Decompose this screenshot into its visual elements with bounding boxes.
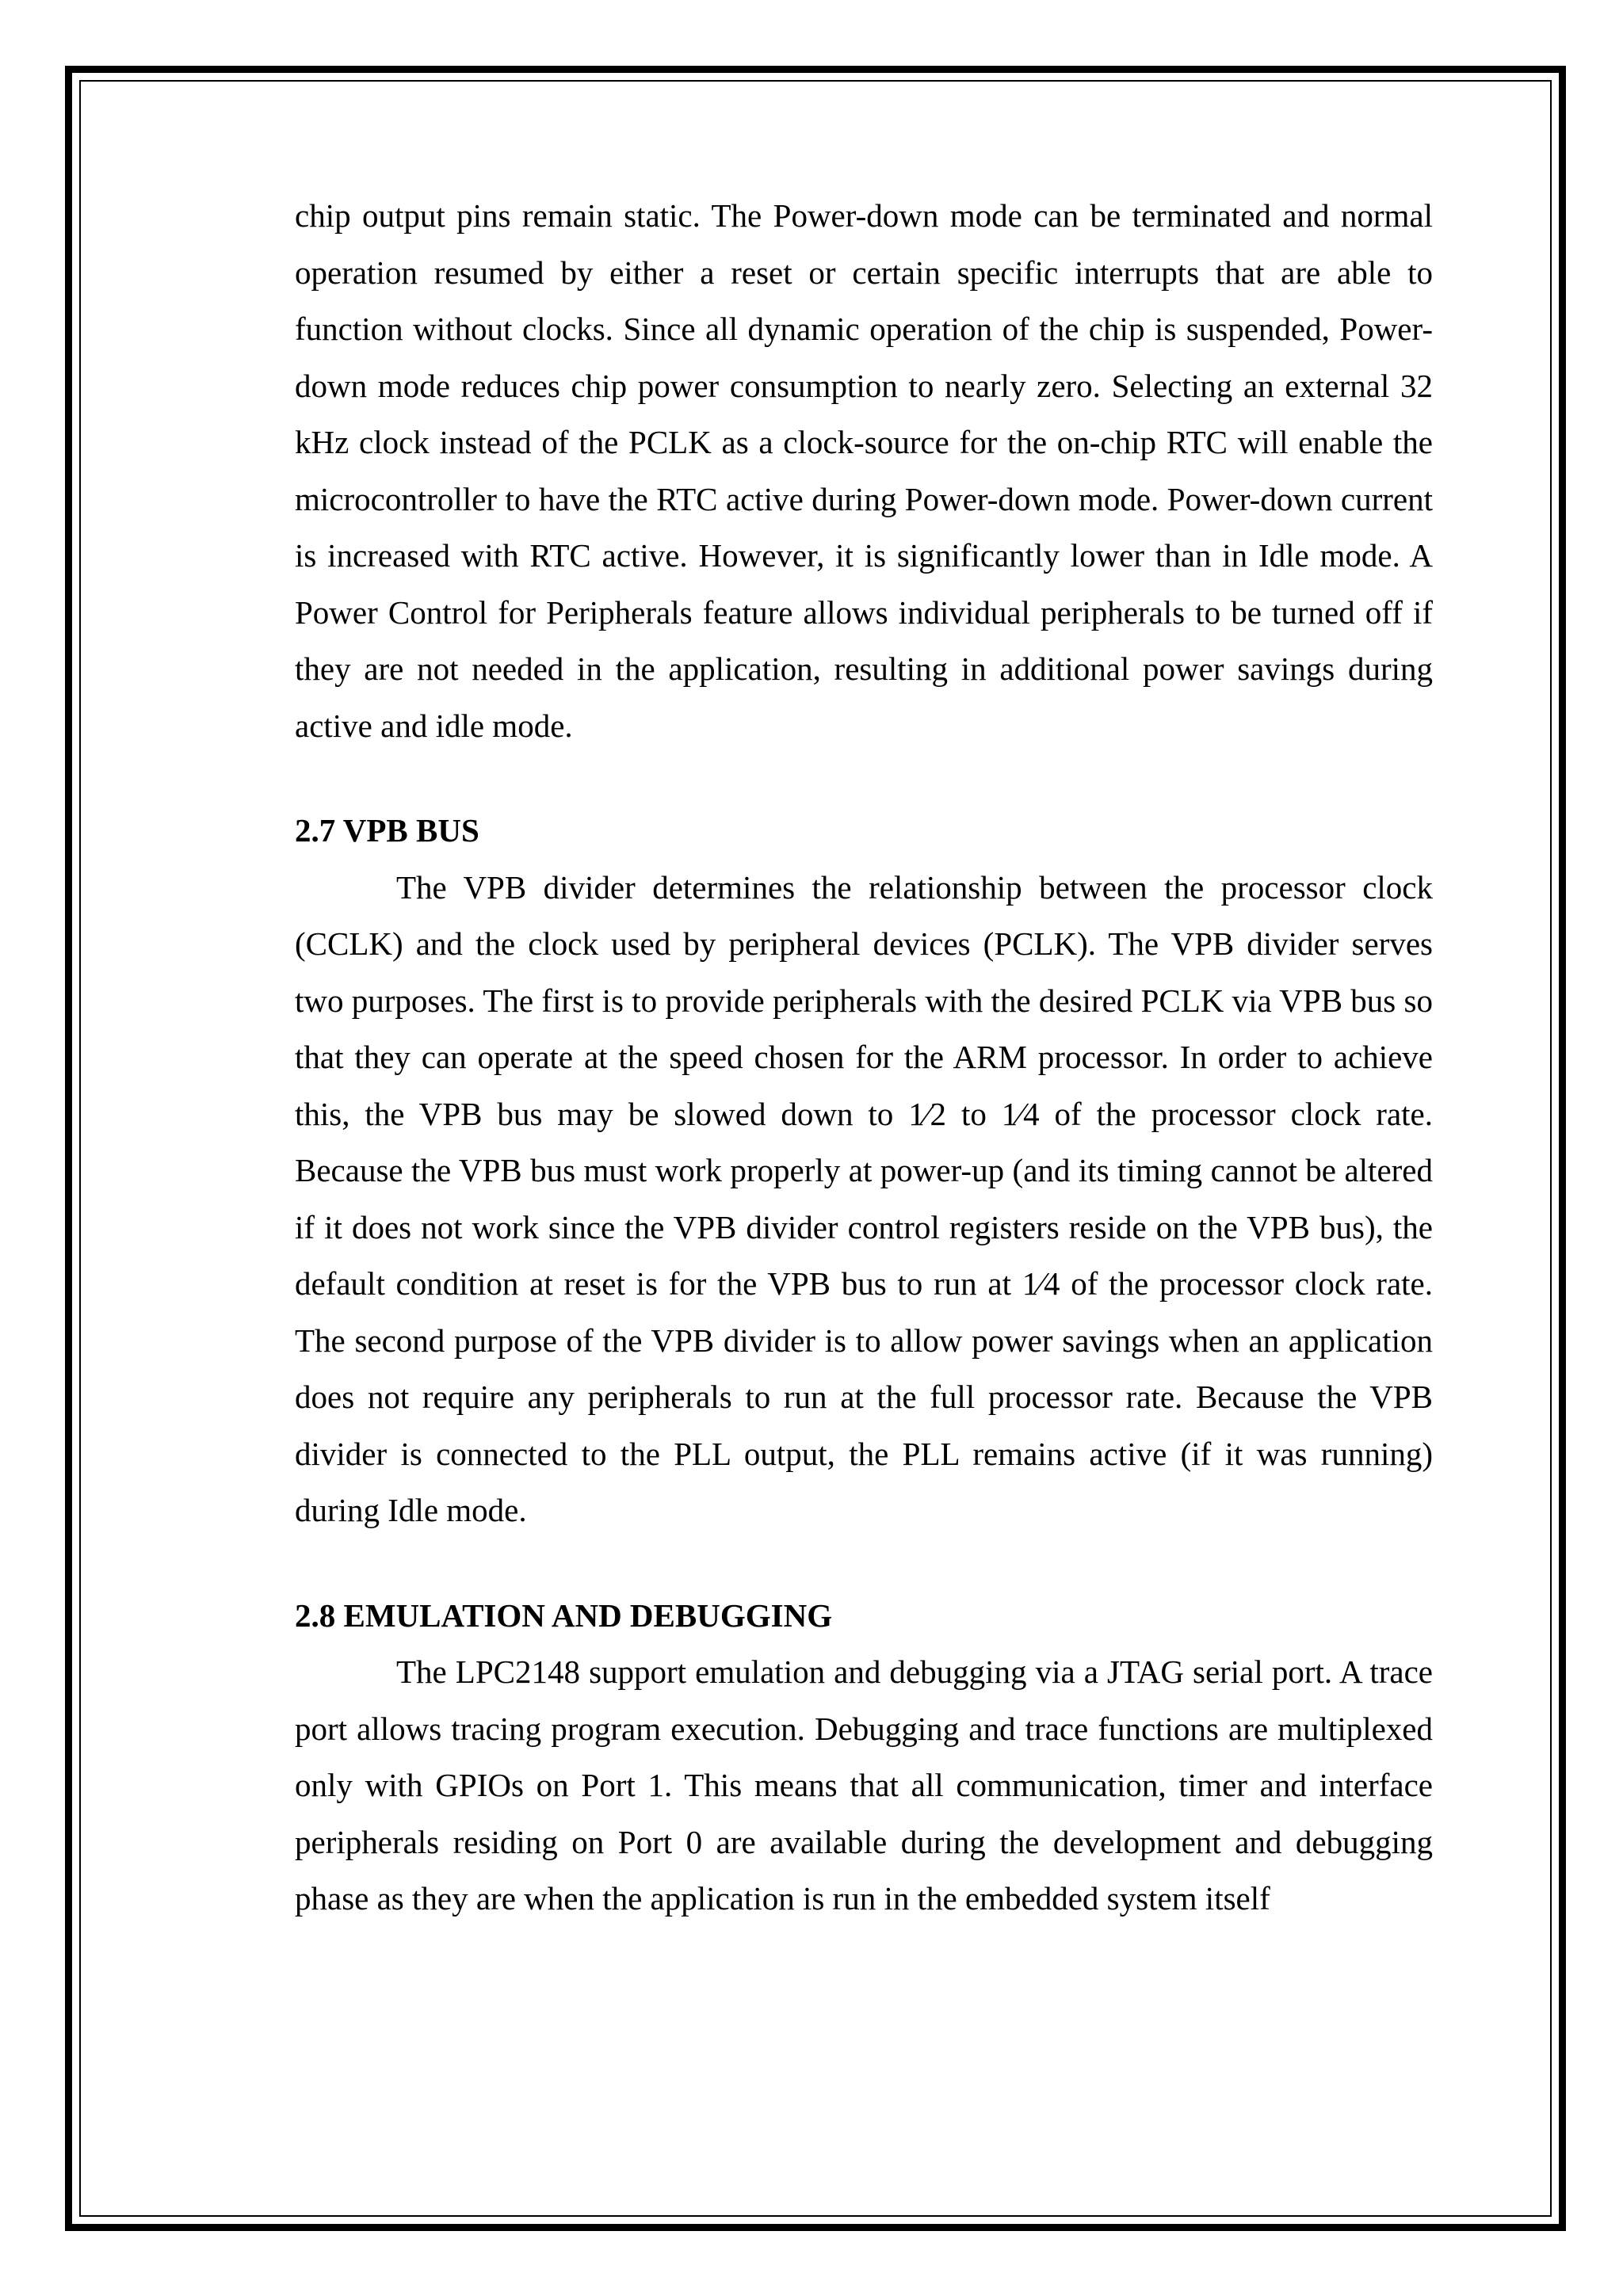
section-spacer (295, 754, 1433, 803)
intro-paragraph: chip output pins remain static. The Power-down mode can be terminated and normal operation resumed by either a reset or certain specific interrupts that are able to function without clocks. Since all dynamic operation of the chip is suspended, Power-down mode reduces chip power consumption to nearly zero. Selecting an external 32 kHz clock instead of the PCLK as a clock-source for the on-chip RTC will enable the microcontroller to have the RTC active during Power-down mode. Power-down current is increased with RTC active. However, it is significantly lower than in Idle mode. A Power Control for Peripherals feature allows individual peripherals to be turned off if they are not needed in the application, resulting in additional power savings during active and idle mode. (295, 197, 1433, 744)
emulation-debugging-paragraph: The LPC2148 support emulation and debugging via a JTAG serial port. A trace port allows tracing program execution. Debugging and trace functions are multiplexed only with GPIOs on Port 1. This means that all communication, timer and interface peripherals residing on Port 0 are available during the development and debugging phase as they are when the application is run in the embedded system itself (295, 1653, 1433, 1917)
vpb-bus-paragraph: The VPB divider determines the relationship between the processor clock (CCLK) and the clock used by peripheral devices (PCLK). The VPB divider serves two purposes. The first is to provide peripherals with the desired PCLK via VPB bus so that they can operate at the speed chosen for the ARM processor. In order to achieve this, the VPB bus may be slowed down to 1⁄2 to 1⁄4 of the processor clock rate. Because the VPB bus must work properly at power-up (and its timing cannot be altered if it does not work since the VPB divider control registers reside on the VPB bus), the default condition at reset is for the VPB bus to run at 1⁄4 of the processor clock rate. The second purpose of the VPB divider is to allow power savings when an application does not require any peripherals to run at the full processor rate. Because the VPB divider is connected to the PLL output, the PLL remains active (if it was running) during Idle mode. (295, 868, 1433, 1528)
document-body (295, 188, 1433, 1928)
section-heading-vpb-bus: 2.7 VPB BUS (295, 812, 479, 849)
section-spacer (295, 1539, 1433, 1588)
section-heading-emulation-debugging: 2.8 EMULATION AND DEBUGGING (295, 1596, 833, 1634)
